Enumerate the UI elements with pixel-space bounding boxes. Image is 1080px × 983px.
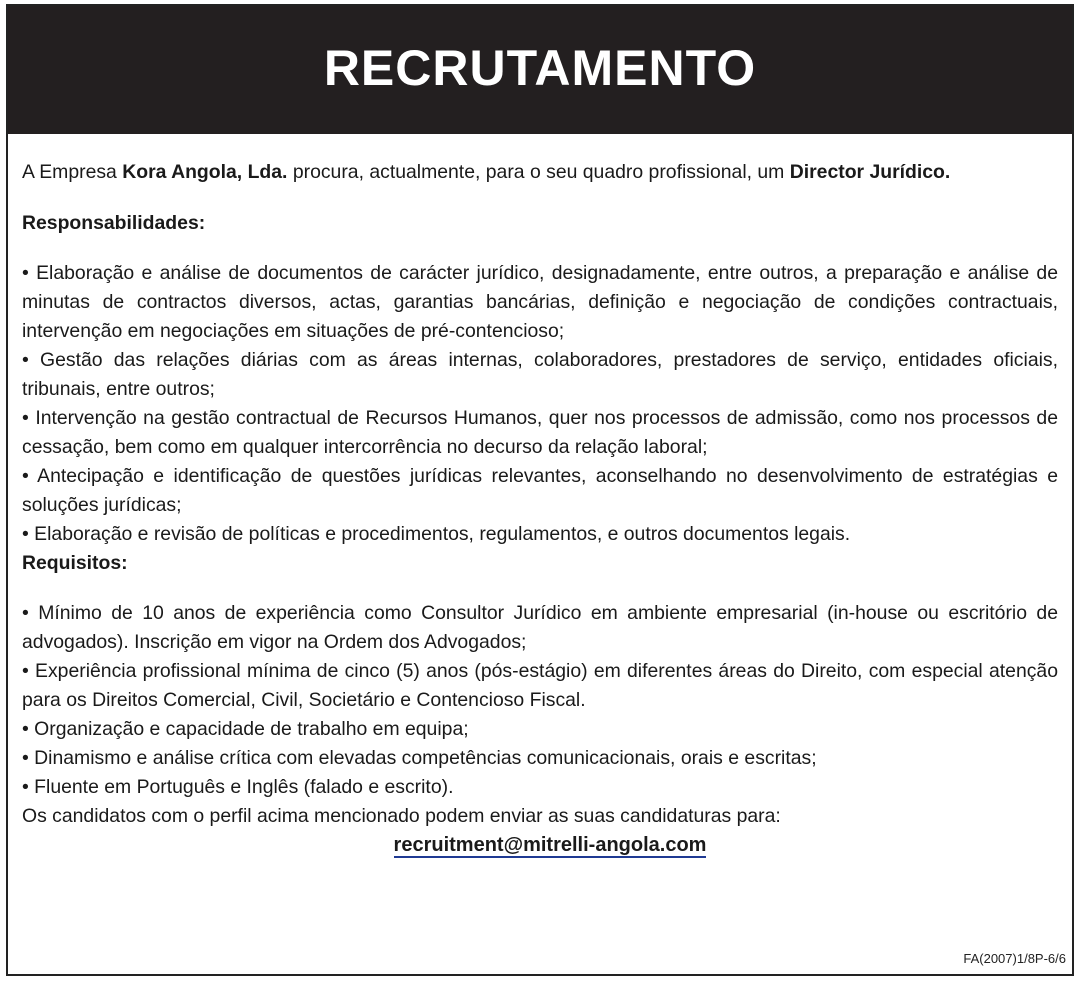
closing-text: Os candidatos com o perfil acima mencionado podem enviar as suas candidaturas para: <box>22 805 781 827</box>
page-title: RECRUTAMENTO <box>323 40 757 96</box>
list-item: • Antecipação e identificação de questões jurídicas relevantes, aconselhando no desenvolvimento de estratégias e soluções jurídicas; <box>22 465 1058 516</box>
responsibilities-list <box>22 259 1058 549</box>
requirements-heading: Requisitos: <box>22 552 128 574</box>
intro-text-1: A Empresa <box>22 161 123 183</box>
intro-paragraph <box>22 158 1058 187</box>
header-banner <box>8 6 1072 134</box>
recruitment-ad <box>6 4 1074 976</box>
company-name: Kora Angola, Lda. <box>122 161 288 183</box>
position-title: Director Jurídico. <box>789 161 951 183</box>
ad-body <box>8 134 1072 860</box>
responsibilities-heading: Responsabilidades: <box>22 212 206 234</box>
list-item: • Fluente em Português e Inglês (falado e escrito). <box>22 776 454 798</box>
list-item: • Intervenção na gestão contractual de Recursos Humanos, quer nos processos de admissão, como nos processos de cessação, bem como em qualquer intercorrência no decurso da relação laboral; <box>22 407 1058 458</box>
reference-code: FA(2007)1/8P-6/6 <box>963 951 1066 966</box>
intro-text-2: procura, actualmente, para o seu quadro profissional, um <box>287 161 790 183</box>
list-item: • Gestão das relações diárias com as áreas internas, colaboradores, prestadores de serviço, entidades oficiais, tribunais, entre outros; <box>22 349 1058 400</box>
list-item: • Organização e capacidade de trabalho em equipa; <box>22 718 469 740</box>
list-item: • Experiência profissional mínima de cinco (5) anos (pós-estágio) em diferentes áreas do Direito, com especial atenção para os Direitos Comercial, Civil, Societário e Contencioso Fiscal. <box>22 660 1058 711</box>
email-row <box>32 831 1068 860</box>
requirements-list <box>22 599 1058 802</box>
list-item: • Mínimo de 10 anos de experiência como Consultor Jurídico em ambiente empresarial (in-house ou escritório de advogados). Inscrição em vigor na Ordem dos Advogados; <box>22 602 1058 653</box>
list-item: • Elaboração e análise de documentos de carácter jurídico, designadamente, entre outros, a preparação e análise de minutas de contractos diversos, actas, garantias bancárias, definição e negociação de condições contractuais, intervenção em negociações em situações de pré-contencioso; <box>22 262 1058 342</box>
list-item: • Dinamismo e análise crítica com elevadas competências comunicacionais, orais e escritas; <box>22 747 817 769</box>
list-item: • Elaboração e revisão de políticas e procedimentos, regulamentos, e outros documentos legais. <box>22 523 851 545</box>
email-link[interactable]: recruitment@mitrelli-angola.com <box>393 834 707 856</box>
